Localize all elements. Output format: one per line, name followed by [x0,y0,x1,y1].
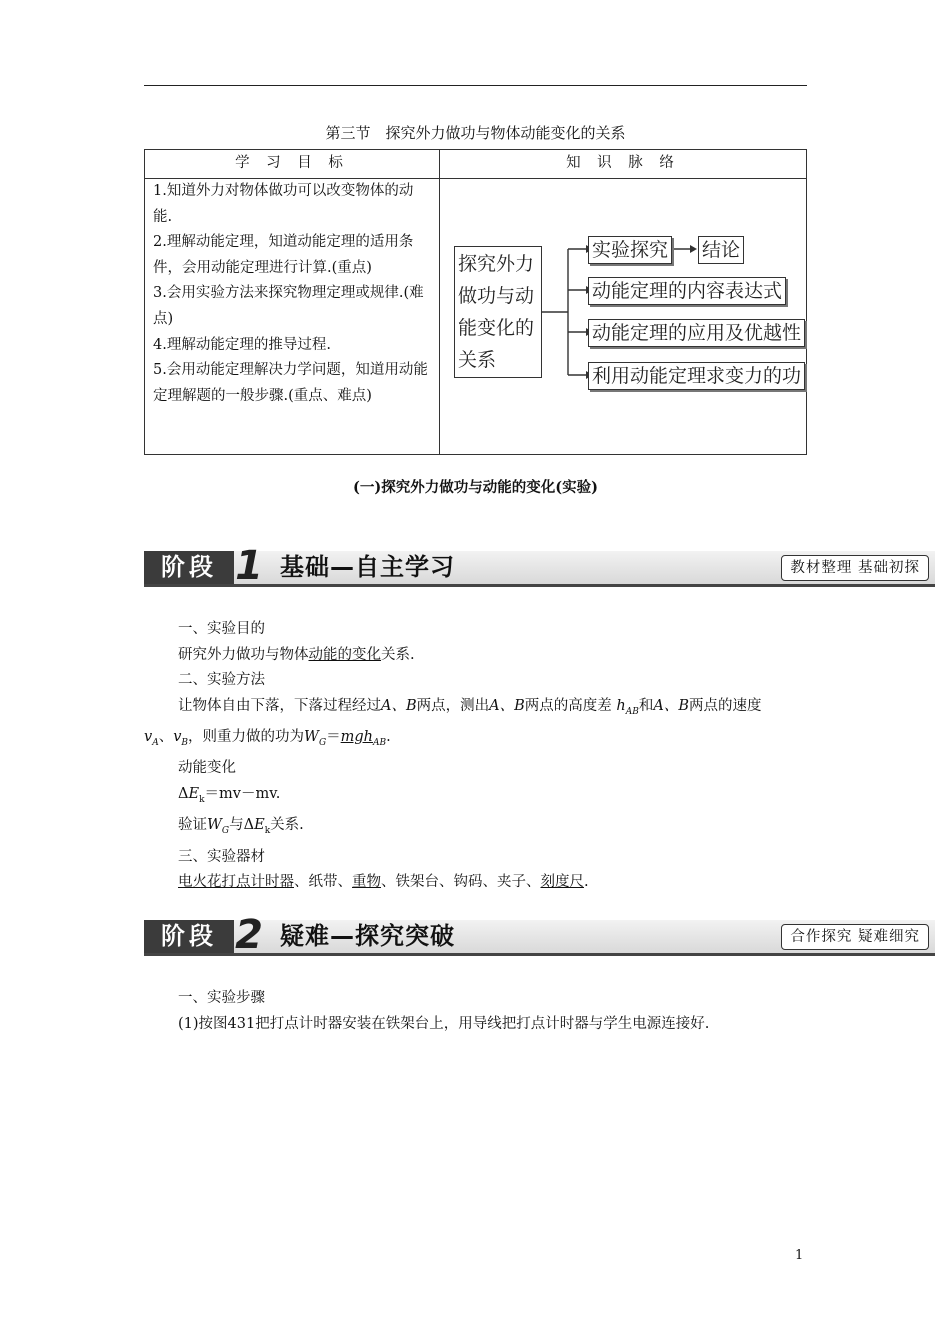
stage2-banner [144,912,935,958]
col-header-goals: 学 习 目 标 [145,150,440,179]
goal-item: 1.知道外力对物体做功可以改变物体的动能. [153,183,414,225]
stage1-banner [144,543,935,589]
objectives-table [144,149,807,455]
banner-number: 1 [235,543,263,589]
heading-purpose: 一、实验目的 [178,621,265,637]
knowledge-map-cell [440,179,807,455]
equipment-text: 电火花打点计时器、纸带、重物、铁架台、钩码、夹子、刻度尺. [178,874,589,891]
subsection-title: (一)探究外力做功与动能的变化(实验) [353,479,598,496]
banner-number: 2 [235,912,263,958]
map-node-application: 动能定理的应用及优越性 [588,319,805,347]
method-text: 让物体自由下落，下落过程经过A、B两点，测出A、B两点的高度差 $h_{AB}$和A、B两点的速度 [178,697,762,717]
blank-answer: 动能的变化 [308,646,381,663]
ke-equation: $\Delta E_k=mv-mv$. [178,785,281,805]
map-node-conclusion: 结论 [698,236,744,264]
part2-content [144,986,807,1037]
verify-text: 验证$W_G$与$\Delta E_k$关系. [178,817,304,837]
part1-content [144,617,807,896]
step-1: (1)按图431把打点计时器安装在铁架台上，用导线把打点计时器与学生电源连接好. [178,1015,710,1032]
banner-label: 阶段 [144,920,234,953]
goal-item: 2.理解动能定理，知道动能定理的适用条件，会用动能定理进行计算.(重点) [153,234,414,276]
heading-method: 二、实验方法 [178,672,265,688]
map-node-experiment: 实验探究 [588,236,672,264]
goal-item: 4.理解动能定理的推导过程. [153,336,331,353]
map-root-node: 探究外力做功与动能变化的关系 [454,246,542,378]
banner-heading: 疑难—探究突破 [280,922,455,950]
heading-ke-change: 动能变化 [178,760,236,777]
banner-tag: 教材整理 基础初探 [781,555,929,581]
goal-item: 3.会用实验方法来探究物理定理或规律.(难点) [153,285,424,327]
banner-tag: 合作探究 疑难细究 [781,924,929,950]
map-node-variable-force: 利用动能定理求变力的功 [588,362,805,390]
heading-steps: 一、实验步骤 [178,990,265,1006]
knowledge-map [440,179,825,457]
purpose-text: 研究外力做功与物体动能的变化关系. [178,646,415,663]
goals-cell [145,179,440,455]
method-text-cont: $v_A$、$v_B$，则重力做的功为$W_G=mgh_{AB}$. [144,728,391,748]
section-title: 第三节 探究外力做功与物体动能变化的关系 [325,124,626,142]
goal-item: 5.会用动能定理解决力学问题，知道用动能定理解题的一般步骤.(重点、难点) [153,362,428,404]
header-rule [144,85,807,86]
banner-label: 阶段 [144,551,234,584]
map-node-theorem: 动能定理的内容表达式 [588,277,786,305]
col-header-map: 知 识 脉 络 [440,150,807,179]
heading-equipment: 三、实验器材 [178,848,265,865]
page-number: 1 [795,1248,804,1263]
banner-heading: 基础—自主学习 [280,553,455,581]
